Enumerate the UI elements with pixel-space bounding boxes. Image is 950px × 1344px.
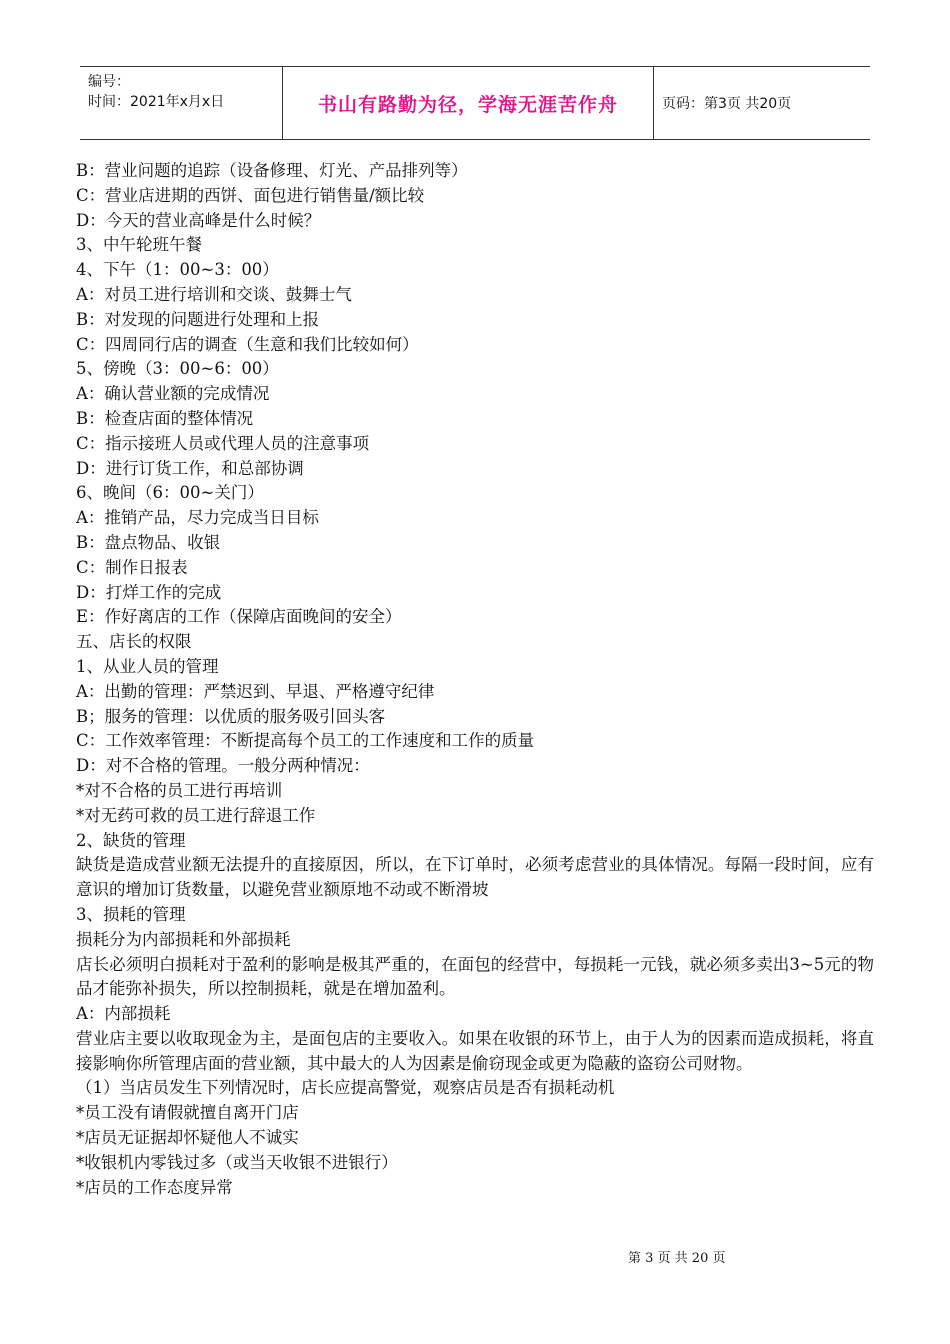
text-line: A：对员工进行培训和交谈、鼓舞士气 <box>76 284 352 304</box>
line-group-schedule <box>76 159 874 853</box>
loss-intro: 损耗分为内部损耗和外部损耗 <box>76 929 291 949</box>
text-line: C：营业店进期的西饼、面包进行销售量/额比较 <box>76 185 425 205</box>
text-line: *对不合格的员工进行再培训 <box>76 780 283 800</box>
text-line: 5、傍晚（3：00~6：00） <box>76 359 279 379</box>
header-motto-cell <box>282 67 654 139</box>
text-line: *店员无证据却怀疑他人不诚实 <box>76 1128 299 1148</box>
text-line: A：推销产品，尽力完成当日目标 <box>76 508 319 528</box>
text-line: C：四周同行店的调查（生意和我们比较如何） <box>76 334 419 354</box>
text-line: C：工作效率管理：不断提高每个员工的工作速度和工作的质量 <box>76 731 535 751</box>
paragraph-cash: 营业店主要以收取现金为主，是面包店的主要收入。如果在收银的环节上，由于人为的因素而造成损耗，将直接影响你所管理店面的营业额，其中最大的人为因素是偷窃现金或更为隐蔽的盗窃公司财物。 <box>76 1028 874 1073</box>
text-line: D：进行订货工作，和总部协调 <box>76 458 304 478</box>
text-line: *收银机内零钱过多（或当天收银不进银行） <box>76 1152 398 1172</box>
text-line: D：对不合格的管理。一般分两种情况： <box>76 756 370 776</box>
time-label: 时间：2021年x月x日 <box>88 94 225 110</box>
text-line: A：出勤的管理：严禁迟到、早退、严格遵守纪律 <box>76 681 435 701</box>
text-line: D：今天的营业高峰是什么时候？ <box>76 210 321 230</box>
text-line: 1、从业人员的管理 <box>76 656 219 676</box>
paragraph-stockout: 缺货是造成营业额无法提升的直接原因，所以，在下订单时，必须考虑营业的具体情况。每隔一段时间，应有意识的增加订货数量，以避免营业额原地不动或不断滑坡 <box>76 855 874 900</box>
document-body <box>76 159 874 1200</box>
page-code: 页码：第3页 共20页 <box>662 96 792 112</box>
text-line: A：确认营业额的完成情况 <box>76 384 270 404</box>
text-line: （1）当店员发生下列情况时，店长应提高警觉，观察店员是否有损耗动机 <box>76 1078 615 1098</box>
heading-internal-loss: A：内部损耗 <box>76 1004 171 1024</box>
text-line: B：营业问题的追踪（设备修理、灯光、产品排列等） <box>76 161 468 180</box>
text-line: *员工没有请假就擅自离开门店 <box>76 1103 299 1123</box>
text-line: C：制作日报表 <box>76 557 188 577</box>
text-line: E：作好离店的工作（保障店面晚间的安全） <box>76 607 402 627</box>
line-group-warning-signs <box>76 1076 874 1200</box>
motto: 书山有路勤为径，学海无涯苦作舟 <box>317 93 618 116</box>
number-label: 编号： <box>88 74 130 90</box>
page-header <box>80 66 870 140</box>
header-page-code-cell <box>654 67 870 139</box>
text-line: 五、店长的权限 <box>76 632 192 652</box>
text-line: C：指示接班人员或代理人员的注意事项 <box>76 433 370 453</box>
text-line: 3、中午轮班午餐 <box>76 235 202 255</box>
paragraph-loss-impact: 店长必须明白损耗对于盈利的影响是极其严重的，在面包的经营中，每损耗一元钱，就必须多卖出3~5元的物品才能弥补损失，所以控制损耗，就是在增加盈利。 <box>76 954 874 999</box>
text-line: *对无药可救的员工进行辞退工作 <box>76 805 316 825</box>
heading-loss-management: 3、损耗的管理 <box>76 904 186 924</box>
text-line: B：盘点物品、收银 <box>76 532 221 552</box>
text-line: 6、晚间（6：00~关门） <box>76 483 264 503</box>
text-line: 4、下午（1：00~3：00） <box>76 260 279 280</box>
text-line: B；服务的管理：以优质的服务吸引回头客 <box>76 706 386 726</box>
text-line: *店员的工作态度异常 <box>76 1177 233 1197</box>
page-footer: 第 3 页 共 20 页 <box>628 1251 726 1266</box>
text-line: B：检查店面的整体情况 <box>76 408 254 428</box>
text-line: 2、缺货的管理 <box>76 830 186 850</box>
text-line: D：打烊工作的完成 <box>76 582 222 602</box>
text-line: B：对发现的问题进行处理和上报 <box>76 309 320 329</box>
header-meta <box>80 67 282 139</box>
